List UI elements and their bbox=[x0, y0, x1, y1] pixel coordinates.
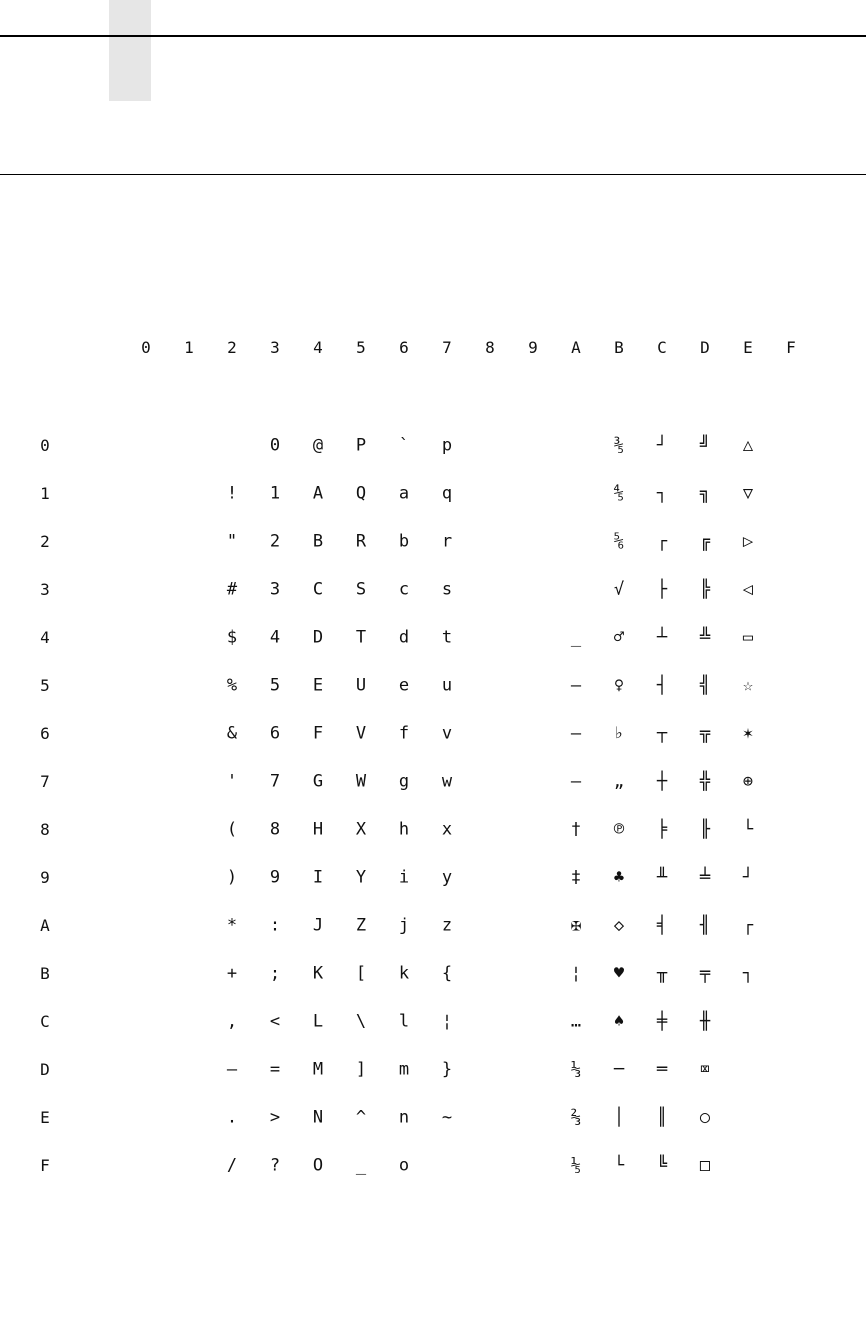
character-cell: R bbox=[355, 531, 367, 552]
character-cell: Y bbox=[355, 867, 367, 888]
character-cell: " bbox=[226, 531, 238, 552]
character-cell: ╔ bbox=[699, 531, 711, 552]
character-cell: m bbox=[398, 1059, 410, 1080]
character-cell: ╢ bbox=[699, 915, 711, 936]
character-cell: ╝ bbox=[699, 435, 711, 456]
character-cell: ╤ bbox=[699, 963, 711, 984]
character-cell: ♠ bbox=[613, 1011, 625, 1032]
column-header: A bbox=[571, 338, 581, 357]
character-cell: J bbox=[312, 915, 324, 936]
character-cell: ┌ bbox=[742, 915, 754, 936]
row-header: F bbox=[40, 1156, 50, 1175]
column-header: 4 bbox=[313, 338, 323, 357]
character-cell: 0 bbox=[269, 435, 281, 456]
character-cell: u bbox=[441, 675, 453, 696]
character-cell: ┐ bbox=[656, 483, 668, 504]
character-cell: K bbox=[312, 963, 324, 984]
character-cell: H bbox=[312, 819, 324, 840]
character-cell: ╞ bbox=[656, 819, 668, 840]
character-cell: ⌧ bbox=[699, 1059, 711, 1080]
character-cell: t bbox=[441, 627, 453, 648]
character-cell: ¦ bbox=[441, 1011, 453, 1032]
character-cell: └ bbox=[742, 819, 754, 840]
character-cell: ⅔ bbox=[570, 1107, 582, 1128]
character-cell: ┘ bbox=[742, 867, 754, 888]
character-cell: S bbox=[355, 579, 367, 600]
character-cell: ╦ bbox=[699, 723, 711, 744]
character-cell: A bbox=[312, 483, 324, 504]
character-cell: D bbox=[312, 627, 324, 648]
row-header: 1 bbox=[40, 484, 50, 503]
character-cell: ✠ bbox=[570, 915, 582, 936]
character-cell: ┬ bbox=[656, 723, 668, 744]
character-cell: q bbox=[441, 483, 453, 504]
row-header: B bbox=[40, 964, 50, 983]
character-cell: V bbox=[355, 723, 367, 744]
character-cell: E bbox=[312, 675, 324, 696]
row-header: 4 bbox=[40, 628, 50, 647]
row-header: 0 bbox=[40, 436, 50, 455]
character-cell: ╩ bbox=[699, 627, 711, 648]
column-header: 2 bbox=[227, 338, 237, 357]
character-cell: 3 bbox=[269, 579, 281, 600]
row-header: 7 bbox=[40, 772, 50, 791]
character-cell: ⅕ bbox=[570, 1155, 582, 1176]
character-cell: $ bbox=[226, 627, 238, 648]
character-cell: ℗ bbox=[613, 819, 625, 840]
character-cell: _ bbox=[570, 627, 582, 648]
character-cell: I bbox=[312, 867, 324, 888]
character-cell: c bbox=[398, 579, 410, 600]
character-cell: ♥ bbox=[613, 963, 625, 984]
character-cell: ‡ bbox=[570, 867, 582, 888]
character-cell: ╧ bbox=[699, 867, 711, 888]
character-cell: o bbox=[398, 1155, 410, 1176]
character-cell: 8 bbox=[269, 819, 281, 840]
column-header: 1 bbox=[184, 338, 194, 357]
character-cell: [ bbox=[355, 963, 367, 984]
character-cell: │ bbox=[613, 1107, 625, 1128]
column-header: 8 bbox=[485, 338, 495, 357]
character-cell: w bbox=[441, 771, 453, 792]
character-cell: ═ bbox=[656, 1059, 668, 1080]
character-cell: b bbox=[398, 531, 410, 552]
column-header: 6 bbox=[399, 338, 409, 357]
character-cell: ╬ bbox=[699, 771, 711, 792]
character-cell: 2 bbox=[269, 531, 281, 552]
character-cell: ╣ bbox=[699, 675, 711, 696]
character-cell: – bbox=[226, 1059, 238, 1080]
character-cell: # bbox=[226, 579, 238, 600]
character-cell: f bbox=[398, 723, 410, 744]
character-cell: ╗ bbox=[699, 483, 711, 504]
character-cell: F bbox=[312, 723, 324, 744]
row-header: E bbox=[40, 1108, 50, 1127]
character-cell: † bbox=[570, 819, 582, 840]
character-cell: \ bbox=[355, 1011, 367, 1032]
character-cell: a bbox=[398, 483, 410, 504]
row-header: 3 bbox=[40, 580, 50, 599]
character-cell: . bbox=[226, 1107, 238, 1128]
character-cell: ⅗ bbox=[613, 435, 625, 456]
character-cell: O bbox=[312, 1155, 324, 1176]
character-cell: □ bbox=[699, 1155, 711, 1176]
character-cell: v bbox=[441, 723, 453, 744]
character-cell: + bbox=[226, 963, 238, 984]
character-cell: ♣ bbox=[613, 867, 625, 888]
character-cell: M bbox=[312, 1059, 324, 1080]
character-cell: ║ bbox=[656, 1107, 668, 1128]
character-cell: ~ bbox=[441, 1107, 453, 1128]
row-header: 6 bbox=[40, 724, 50, 743]
character-cell: ├ bbox=[656, 579, 668, 600]
character-cell: ┴ bbox=[656, 627, 668, 648]
character-cell: ] bbox=[355, 1059, 367, 1080]
character-cell: W bbox=[355, 771, 367, 792]
column-header: D bbox=[700, 338, 710, 357]
column-header: F bbox=[786, 338, 796, 357]
character-cell: G bbox=[312, 771, 324, 792]
character-cell: ` bbox=[398, 435, 410, 456]
column-header: 7 bbox=[442, 338, 452, 357]
character-cell: „ bbox=[613, 771, 625, 792]
character-cell: U bbox=[355, 675, 367, 696]
character-cell: ┤ bbox=[656, 675, 668, 696]
character-cell: ┘ bbox=[656, 435, 668, 456]
character-cell: * bbox=[226, 915, 238, 936]
character-cell: ⅓ bbox=[570, 1059, 582, 1080]
character-cell: : bbox=[269, 915, 281, 936]
character-cell: ▭ bbox=[742, 627, 754, 648]
character-cell: 5 bbox=[269, 675, 281, 696]
character-cell: ) bbox=[226, 867, 238, 888]
character-cell: 7 bbox=[269, 771, 281, 792]
character-cell: L bbox=[312, 1011, 324, 1032]
character-cell: √ bbox=[613, 579, 625, 600]
character-cell: i bbox=[398, 867, 410, 888]
character-cell: 4 bbox=[269, 627, 281, 648]
character-cell: ╠ bbox=[699, 579, 711, 600]
character-cell: B bbox=[312, 531, 324, 552]
row-header: A bbox=[40, 916, 50, 935]
character-cell: ⅘ bbox=[613, 483, 625, 504]
character-cell: ▷ bbox=[742, 531, 754, 552]
character-cell: ╡ bbox=[656, 915, 668, 936]
row-header: C bbox=[40, 1012, 50, 1031]
column-header: 5 bbox=[356, 338, 366, 357]
character-cell: @ bbox=[312, 435, 324, 456]
character-cell: < bbox=[269, 1011, 281, 1032]
character-cell: X bbox=[355, 819, 367, 840]
character-cell: 9 bbox=[269, 867, 281, 888]
character-cell: _ bbox=[355, 1155, 367, 1176]
character-cell: Q bbox=[355, 483, 367, 504]
character-cell: ┼ bbox=[656, 771, 668, 792]
character-cell: l bbox=[398, 1011, 410, 1032]
character-cell: └ bbox=[613, 1155, 625, 1176]
character-cell: ! bbox=[226, 483, 238, 504]
character-cell: z bbox=[441, 915, 453, 936]
character-cell: 6 bbox=[269, 723, 281, 744]
row-header: D bbox=[40, 1060, 50, 1079]
column-header: 3 bbox=[270, 338, 280, 357]
character-cell: ♀ bbox=[613, 675, 625, 696]
character-cell: ⊕ bbox=[742, 771, 754, 792]
column-header: 9 bbox=[528, 338, 538, 357]
character-cell: C bbox=[312, 579, 324, 600]
character-cell: — bbox=[570, 771, 582, 792]
character-cell: ' bbox=[226, 771, 238, 792]
character-cell: ─ bbox=[613, 1059, 625, 1080]
character-cell: ╪ bbox=[656, 1011, 668, 1032]
character-cell: ┐ bbox=[742, 963, 754, 984]
row-header: 2 bbox=[40, 532, 50, 551]
character-cell: Z bbox=[355, 915, 367, 936]
column-header: 0 bbox=[141, 338, 151, 357]
column-header: E bbox=[743, 338, 753, 357]
character-cell: ◁ bbox=[742, 579, 754, 600]
character-cell: ^ bbox=[355, 1107, 367, 1128]
character-cell: △ bbox=[742, 435, 754, 456]
character-cell: ◇ bbox=[613, 915, 625, 936]
character-cell: x bbox=[441, 819, 453, 840]
character-cell: y bbox=[441, 867, 453, 888]
character-cell: ┌ bbox=[656, 531, 668, 552]
column-header: B bbox=[614, 338, 624, 357]
character-cell: 1 bbox=[269, 483, 281, 504]
character-cell: n bbox=[398, 1107, 410, 1128]
character-cell: ⅚ bbox=[613, 531, 625, 552]
character-cell: T bbox=[355, 627, 367, 648]
character-cell: ╫ bbox=[699, 1011, 711, 1032]
character-cell: & bbox=[226, 723, 238, 744]
character-cell: r bbox=[441, 531, 453, 552]
character-cell: ¦ bbox=[570, 963, 582, 984]
row-header: 5 bbox=[40, 676, 50, 695]
character-cell: ♂ bbox=[613, 627, 625, 648]
character-cell: e bbox=[398, 675, 410, 696]
character-cell: ▽ bbox=[742, 483, 754, 504]
character-cell: ? bbox=[269, 1155, 281, 1176]
character-cell: = bbox=[269, 1059, 281, 1080]
character-cell: ; bbox=[269, 963, 281, 984]
character-cell: – bbox=[570, 723, 582, 744]
character-cell: ╨ bbox=[656, 867, 668, 888]
character-cell: k bbox=[398, 963, 410, 984]
column-header: C bbox=[657, 338, 667, 357]
character-cell: ☆ bbox=[742, 675, 754, 696]
character-cell: ╚ bbox=[656, 1155, 668, 1176]
row-header: 9 bbox=[40, 868, 50, 887]
character-cell: ╥ bbox=[656, 963, 668, 984]
character-cell: … bbox=[570, 1011, 582, 1032]
character-cell: } bbox=[441, 1059, 453, 1080]
character-cell: j bbox=[398, 915, 410, 936]
character-cell: ♭ bbox=[613, 723, 625, 744]
character-cell: N bbox=[312, 1107, 324, 1128]
row-header: 8 bbox=[40, 820, 50, 839]
character-cell: { bbox=[441, 963, 453, 984]
character-cell: ○ bbox=[699, 1107, 711, 1128]
character-cell: % bbox=[226, 675, 238, 696]
character-cell: h bbox=[398, 819, 410, 840]
character-cell: d bbox=[398, 627, 410, 648]
character-cell: – bbox=[570, 675, 582, 696]
character-cell: / bbox=[226, 1155, 238, 1176]
character-cell: ✶ bbox=[742, 723, 754, 744]
character-cell: s bbox=[441, 579, 453, 600]
character-cell: p bbox=[441, 435, 453, 456]
character-cell: ( bbox=[226, 819, 238, 840]
character-cell: P bbox=[355, 435, 367, 456]
character-cell: , bbox=[226, 1011, 238, 1032]
character-cell: ╟ bbox=[699, 819, 711, 840]
character-cell: > bbox=[269, 1107, 281, 1128]
character-cell: g bbox=[398, 771, 410, 792]
